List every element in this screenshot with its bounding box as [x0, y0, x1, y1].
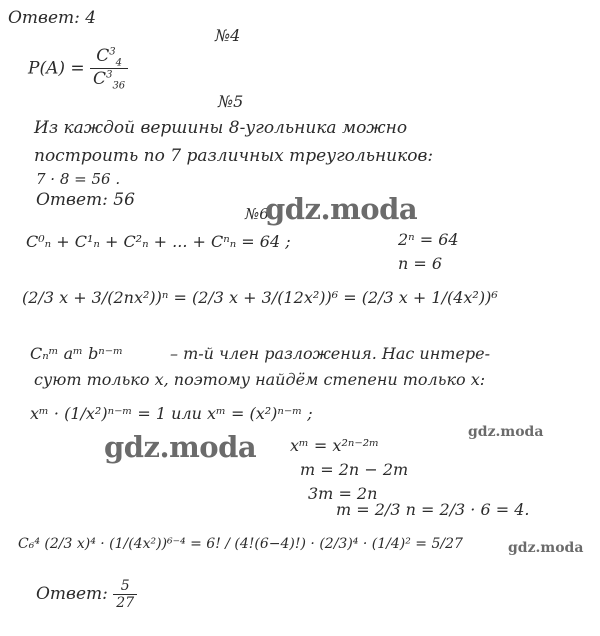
m-equation-2: 3m = 2n	[308, 484, 378, 503]
task5-calc: 7 · 8 = 56 .	[36, 170, 121, 188]
watermark-3: gdz.moda	[468, 424, 544, 440]
answer3-numerator: 5	[113, 578, 137, 595]
answer-line-2: Ответ: 56	[36, 190, 135, 210]
watermark-1: gdz.moda	[265, 192, 418, 226]
prob-den-sub: 36	[112, 80, 126, 92]
m-equation-3: m = 2/3 n = 2/3 · 6 = 4.	[336, 500, 530, 519]
task-number-4: №4	[215, 26, 241, 45]
probability-formula	[28, 46, 128, 92]
prob-num-sub: 4	[115, 57, 122, 69]
final-calculation: C₆⁴ (2/3 x)⁴ · (1/(4x²))⁶⁻⁴ = 6! / (4!(6−4)!) · (2/3)⁴ · (1/4)² = 5/27	[18, 536, 463, 552]
probability-lhs: P(A) =	[28, 58, 85, 79]
prob-den-sup: 3	[106, 69, 113, 81]
answer-line-1: Ответ: 4	[8, 8, 97, 28]
task5-line-1: Из каждой вершины 8-угольника можно	[34, 118, 408, 138]
answer-line-3	[36, 578, 137, 611]
m-equation-1: m = 2n − 2m	[300, 460, 409, 479]
exponent-equation: xᵐ = x²ⁿ⁻²ᵐ	[290, 436, 380, 455]
task-number-6: №6	[245, 205, 269, 223]
n-value: n = 6	[398, 254, 443, 273]
binomial-expression: (2/3 x + 3/(2nx²))ⁿ = (2/3 x + 3/(12x²))⁶ = (2/3 x + 1/(4x²))⁶	[22, 288, 498, 307]
term-text-1: – m-й член разложения. Нас интере-	[170, 344, 491, 363]
watermark-4: gdz.moda	[508, 540, 584, 556]
task-number-5: №5	[218, 92, 244, 111]
probability-fraction	[90, 46, 128, 92]
power-condition: xᵐ · (1/x²)ⁿ⁻ᵐ = 1 или xᵐ = (x²)ⁿ⁻ᵐ ;	[30, 404, 313, 423]
answer3-label: Ответ:	[36, 584, 108, 604]
answer3-denominator: 27	[116, 595, 135, 611]
prob-num-c: C	[96, 46, 110, 66]
term-text-2: суют только x, поэтому найдём степени только x:	[34, 370, 486, 389]
task5-line-2: построить по 7 различных треугольников:	[34, 146, 434, 166]
prob-num-sup: 3	[109, 46, 116, 58]
watermark-2: gdz.moda	[104, 430, 257, 464]
answer3-fraction	[113, 578, 137, 611]
binomial-sum: C⁰ₙ + C¹ₙ + C²ₙ + ... + Cⁿₙ = 64 ;	[26, 232, 291, 251]
power-equation: 2ⁿ = 64	[398, 230, 459, 249]
general-term: Cₙᵐ aᵐ bⁿ⁻ᵐ	[30, 344, 124, 363]
prob-den-c: C	[93, 69, 107, 90]
